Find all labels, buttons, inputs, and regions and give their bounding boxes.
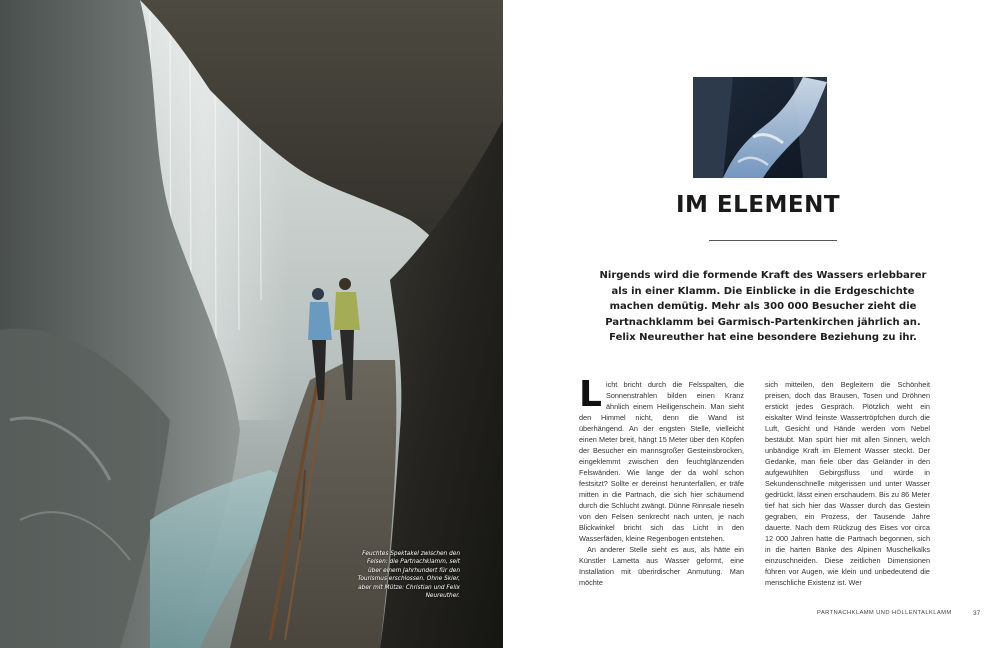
- lead-paragraph: Nirgends wird die formende Kraft des Wassers erlebbarer als in einer Klamm. Die Einblicke in die Erdgeschichte machen demütig. Mehr als 300 000 Besucher zieht die Partnachklamm bei Garmisch-Partenkirchen jährlich an. Felix Neureuther hat eine besondere Beziehung zu ihr.: [599, 270, 927, 343]
- headline-divider: [709, 240, 837, 241]
- waterfall-thumbnail: [693, 77, 827, 178]
- body-paragraph: icht bricht durch die Felsspalten, die Sonnenstrahlen bilden einen Kranz ähnlich einem Heiligenschein. Man sieht den Himmel nicht, denn die Wand ist überhängend. An der engsten Stelle, vielleicht einen Meter breit, hängt 15 Meter über den Köpfen der Besucher ein mannsgroßer Gesteinsbrocken, eingeklemmt zwischen den feuchtglänzenden Felswänden. Wie lange der da wohl schon festsitzt? Sollte er dereinst herunterfallen, er träfe mitten in die Partnach, die sich hier schäumend durch die Schlucht zwängt. Dünne Rinnsale rieseln von den Felsen senkrecht nach unten, je nach Blickwinkel bricht sich das Licht in den Wasserfäden, kleine Regenbogen entstehen.: [579, 380, 744, 543]
- running-head: PARTNACHKLAMM UND HÖLLENTALKLAMM: [817, 610, 952, 616]
- body-paragraph: An anderer Stelle sieht es aus, als hätte ein Künstler Lametta aus Wasser geformt, eine Installation mit überirdischer Anmutung. Man möchte: [579, 545, 744, 587]
- body-paragraph: sich mitteilen, den Begleitern die Schönheit preisen, doch das Brausen, Tosen und Dröhnen erstickt jedes Gespräch. Plötzlich weht ein eiskalter Wind feinste Wassertröpfchen durch die Luft, Gesicht und Hände werden vom Nebel bestäubt. Man spürt hier mit allen Sinnen, welch unbändige Kraft im Element Wasser steckt. Der Gedanke, man fiele über das Geländer in den aufgewühlten Gebirgsfluss und würde in Sekundenschnelle mitgerissen und unter Wasser gedrückt, lässt einen erschaudern. Bis zu 86 Meter tief hat sich hier das Wasser durch das Gestein gegraben, ein Prozess, der Tausende Jahre dauerte. Nach dem Rückzug des Eises vor circa 12 000 Jahren hatte die Partnach begonnen, sich in die harten Bänke des Alpinen Muschelkalks einzuschneiden. Diese zeitlichen Dimensionen führen vor Augen, wie klein und unbedeutend die menschliche Existenz ist. Wer: [765, 380, 930, 587]
- page-number: 37: [973, 610, 981, 617]
- text-column-2: [765, 379, 930, 588]
- drop-cap: L: [579, 374, 602, 415]
- text-column-1: [579, 374, 744, 588]
- right-page: [503, 0, 1005, 648]
- headline: IM ELEMENT: [675, 192, 841, 218]
- photo-caption: Feuchtes Spektakel zwischen den Felsen: die Partnachklamm, seit über einem Jahrhundert für den Tourismus erschlossen. Ohne Skier, aber mit Mütze: Christian und Felix Neureuther.: [357, 551, 460, 600]
